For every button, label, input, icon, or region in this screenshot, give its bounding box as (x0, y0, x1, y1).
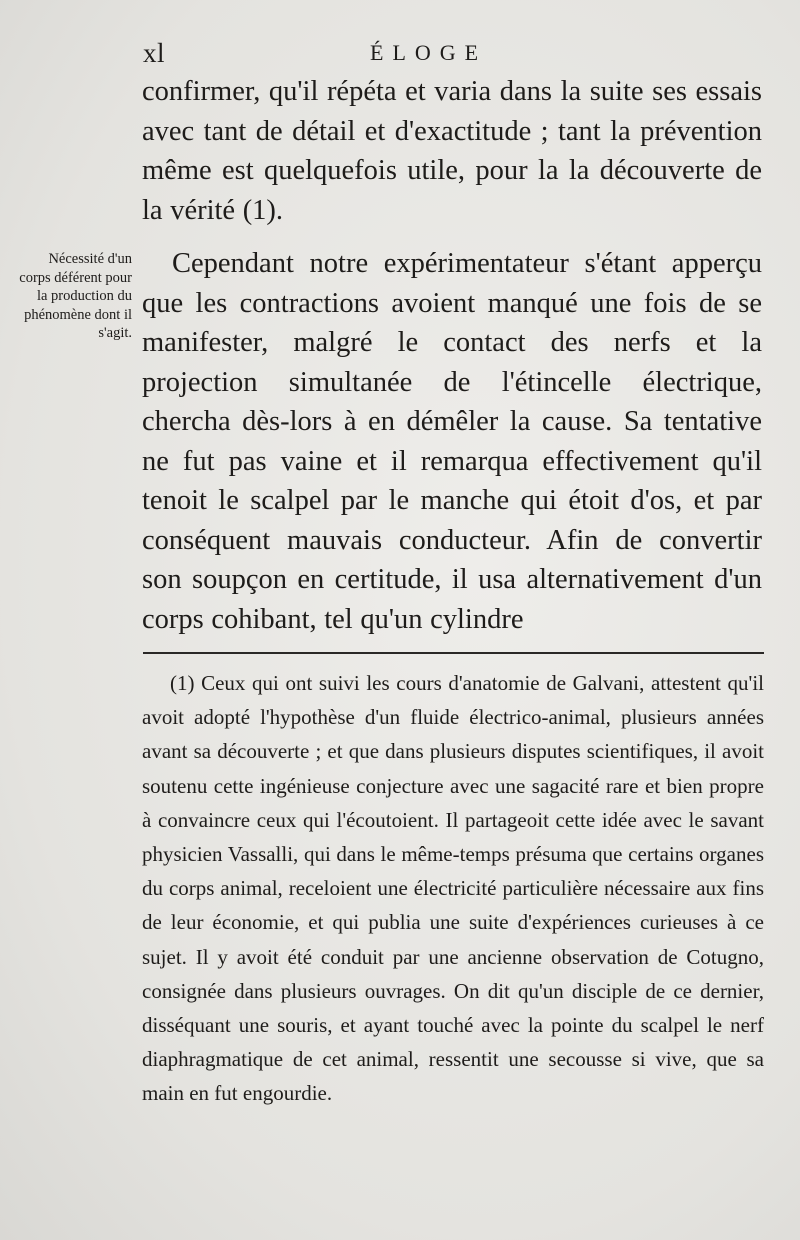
footnote-rule (143, 652, 764, 654)
running-head: ÉLOGE (370, 40, 488, 65)
footnote-text: (1) Ceux qui ont suivi les cours d'anatomie de Galvani, attestent qu'il avoit adopté l'hypothèse d'un fluide électrico-animal, plusieurs années avant sa découverte ; et que dans plusieurs disputes scientifiques, il avoit soutenu cette ingénieuse conjecture avec une sagacité rare et bien propre à convaincre ceux qui l'écoutoient. Il partageoit cette idée avec le savant physicien Vassalli, qui dans le même-temps présuma que certains organes du corps animal, receloient une électricité particulière nécessaire aux fins de leur économie, et qui publia une suite d'expériences curieuses à ce sujet. Il y avoit été conduit par une ancienne observation de Cotugno, consignée dans plusieurs ouvrages. On dit qu'un disciple de ce dernier, disséquant une souris, et ayant touché avec la pointe du scalpel le nerf diaphragmatique de cet animal, ressentit une secousse si vive, que sa main en fut engourdie. (142, 671, 764, 1106)
paragraph-text: Cependant notre expérimentateur s'étant apperçu que les contractions avoient manqué une fois de se manifester, malgré le contact des nerfs et la projection simultanée de l'étincelle électrique, chercha dès-lors à en démêler la cause. Sa tentative ne fut pas vaine et il remarqua effectivement qu'il tenoit le scalpel par le manche qui étoit d'os, et par conséquent mauvais conducteur. Afin de convertir son soupçon en certitude, il usa alternativement d'un corps cohibant, tel qu'un cylindre (142, 248, 762, 635)
paragraph-continuation (142, 72, 762, 230)
footnote (142, 666, 764, 1111)
page-number: xl (143, 38, 166, 68)
margin-note: Nécessité d'un corps déférent pour la production du phénomène dont il s'agit. (19, 251, 132, 341)
paragraph-cependant (142, 244, 762, 639)
paragraph-text: confirmer, qu'il répéta et varia dans la suite ses essais avec tant de détail et d'exactitude ; tant la prévention même est quelquefois utile, pour la la découverte de la vérité (1). (142, 76, 762, 226)
